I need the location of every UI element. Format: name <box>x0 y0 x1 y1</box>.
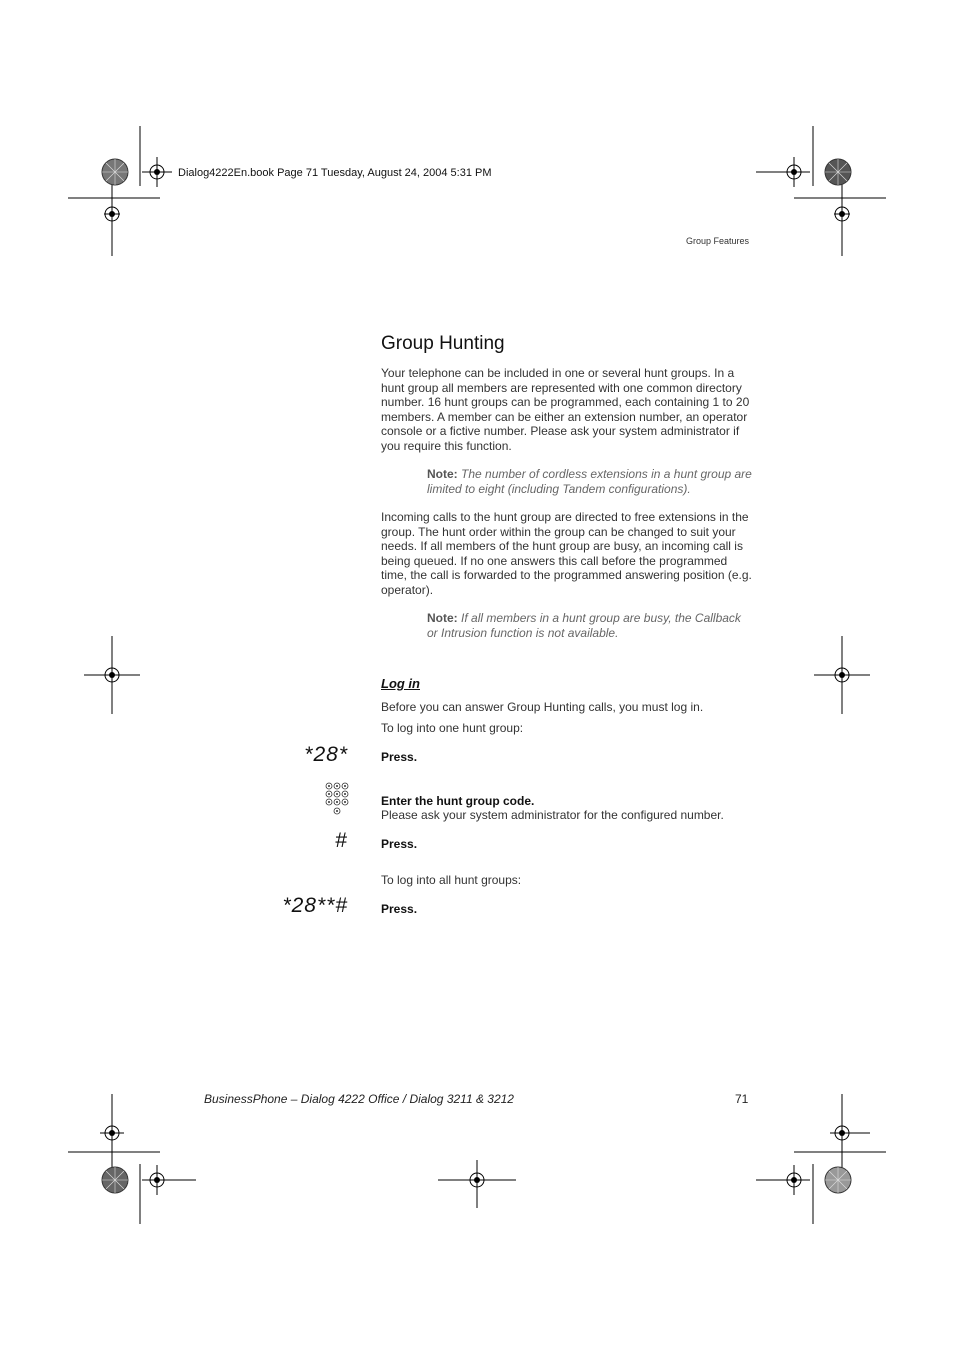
login-intro: Before you can answer Group Hunting calls, you must log in. <box>381 700 704 714</box>
intro-paragraph: Your telephone can be included in one or several hunt groups. In a hunt group all members are represented with one common directory number. 16 hunt groups can be programmed, each containing 1 to 20 members. A member can be either an extension number, an operator console or a fictive number. Please ask your system administrator if you require this function. <box>381 366 750 453</box>
code-hash: # <box>335 829 348 852</box>
page-number: 71 <box>735 1092 749 1106</box>
note-text: If all members in a hunt group are busy, the Callback or Intrusion function is not available. <box>427 611 741 640</box>
note-text: The number of cordless extensions in a hunt group are limited to eight (including Tandem configurations). <box>427 467 752 496</box>
step-label: Enter the hunt group code. <box>381 794 535 808</box>
login-heading: Log in <box>381 676 420 691</box>
keypad-icon <box>325 782 351 818</box>
print-header: Dialog4222En.book Page 71 Tuesday, August 24, 2004 5:31 PM <box>178 167 492 179</box>
incoming-calls-paragraph: Incoming calls to the hunt group are directed to free extensions in the group. The hunt order within the group can be changed to suit your needs. If all members of the hunt group are busy, an incoming call is being queued. If no one answers this call before the programmed time, the call is forwarded to the programmed answering position (e.g. operator). <box>381 510 752 597</box>
note-label: Note: <box>427 611 458 625</box>
starburst-disc <box>102 159 851 1193</box>
all-groups-intro: To log into all hunt groups: <box>381 873 522 887</box>
step-label: Press. <box>381 902 418 916</box>
step-description: Please ask your system administrator for the configured number. <box>381 808 724 822</box>
page-title: Group Hunting <box>381 333 505 354</box>
note-label: Note: <box>427 467 458 481</box>
one-group-intro: To log into one hunt group: <box>381 721 524 735</box>
step-label: Press. <box>381 837 418 851</box>
footer-title: BusinessPhone – Dialog 4222 Office / Dialog 3211 & 3212 <box>204 1092 514 1106</box>
note-cordless <box>427 467 753 496</box>
code-star28starstarhash: *28**# <box>282 894 348 917</box>
note-busy <box>427 611 753 640</box>
running-head: Group Features <box>685 236 749 246</box>
step-label: Press. <box>381 750 418 764</box>
code-star28star: *28* <box>304 743 348 766</box>
